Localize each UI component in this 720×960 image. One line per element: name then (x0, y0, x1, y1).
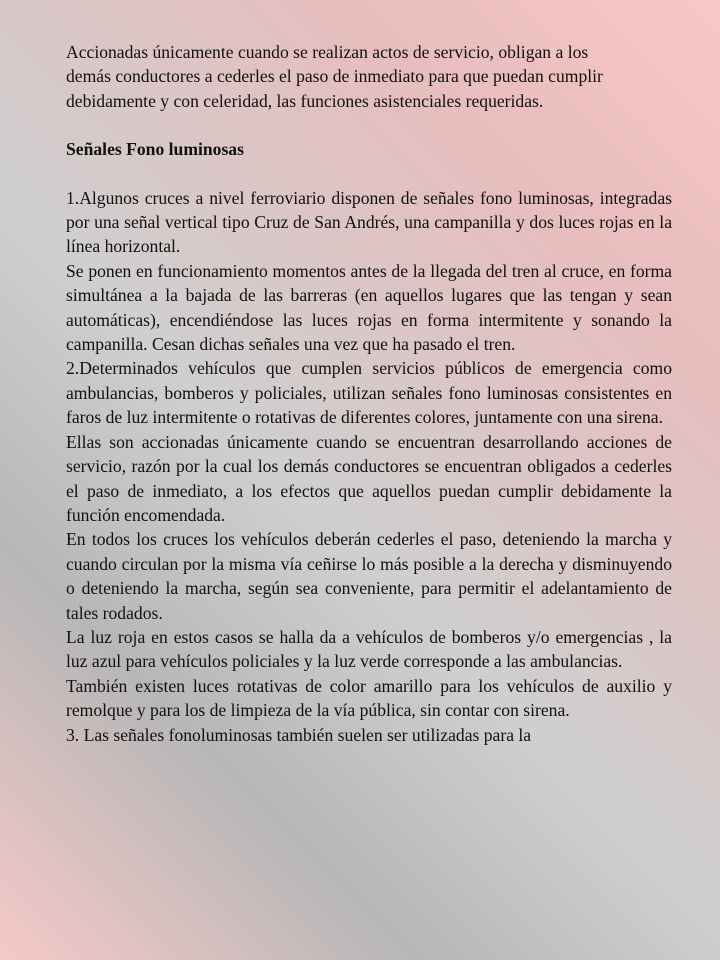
paragraph-4: Ellas son accionadas únicamente cuando se encuentran desarrollando acciones de servicio, razón por la cual los demás conductores se encuentran obligados a cederles el paso de inmediato, a los efectos que aquellos puedan cumplir debidamente la función encomendada. (66, 431, 672, 525)
paragraph-2: Se ponen en funcionamiento momentos antes de la llegada del tren al cruce, en forma simultánea a la bajada de las barreras (en aquellos lugares que las tengan y sean automáticas), encendiéndose las luces rojas en forma intermitente y sonando la campanilla. Cesan dichas señales una vez que ha pasado el tren. (66, 260, 672, 355)
paragraph-8: 3. Las señales fonoluminosas también suelen ser utilizadas para la (66, 724, 532, 745)
paragraph-6: La luz roja en estos casos se halla da a vehículos de bomberos y/o emergencias , la luz azul para vehículos policiales y la luz verde corresponde a las ambulancias. (66, 626, 672, 672)
paragraph-7: También existen luces rotativas de color amarillo para los vehículos de auxilio y remolque y para los de limpieza de la vía pública, sin contar con sirena. (66, 675, 672, 721)
document-page (66, 40, 672, 960)
paragraph-3: 2.Determinados vehículos que cumplen servicios públicos de emergencia como ambulancias, bomberos y policiales, utilizan señales fono luminosas consistentes en faros de luz intermitente o rotativas de diferentes colores, juntamente con una sirena. (66, 358, 672, 428)
paragraph-5: En todos los cruces los vehículos deberán cederles el paso, deteniendo la marcha y cuando circulan por la misma vía ceñirse lo más posible a la derecha y disminuyendo o deteniendo la marcha, según sea conveniente, para permitir el adelantamiento de tales rodados. (66, 529, 672, 623)
paragraph-1: 1.Algunos cruces a nivel ferroviario disponen de señales fono luminosas, integradas por una señal vertical tipo Cruz de San Andrés, una campanilla y dos luces rojas en la línea horizontal. (66, 187, 672, 257)
section-heading: Señales Fono luminosas (66, 139, 244, 160)
intro-paragraph: Accionadas únicamente cuando se realizan actos de servicio, obligan a los demás conductores a cederles el paso de inmediato para que puedan cumplir debidamente y con celeridad, las funciones asistenciales requeridas. (66, 42, 603, 111)
